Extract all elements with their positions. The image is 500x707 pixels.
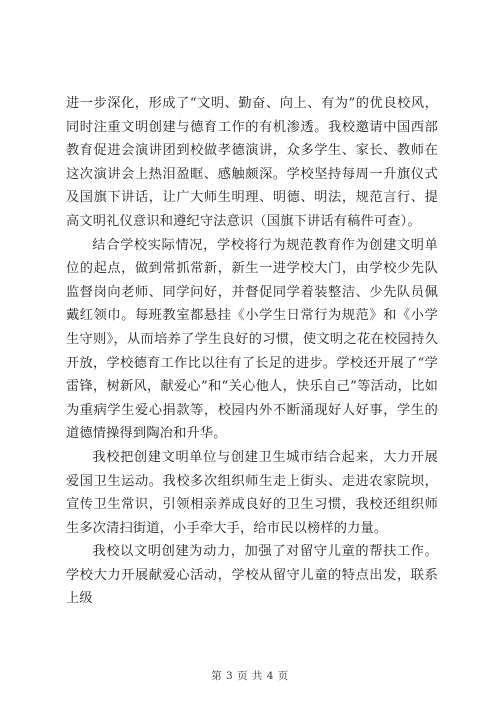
paragraph-1: 进一步深化，形成了“文明、勤奋、向上、有为”的优良校风，同时注重文明创建与德育工作的有机渗透。我校邀请中国西部教育促进会演讲团到校做孝德演讲，众多学生、家长、教师在这次演讲会上热泪盈眶、感触颇深。学校坚持每周一升旗仪式及国旗下讲话，让广大师生明理、明德、明法，规范言行、提高文明礼仪意识和遵纪守法意识（国旗下讲话有稿件可查）。 <box>66 96 438 229</box>
page-body <box>66 92 438 611</box>
paragraph-3: 我校把创建文明单位与创建卫生城市结合起来，大力开展爱国卫生运动。我校多次组织师生走上街头、走进农家院坝，宣传卫生常识，引领相亲养成良好的卫生习惯，我校还组织师生多次清扫街道，小手牵大手，给市民以榜样的力量。 <box>66 449 438 536</box>
paragraph-4: 我校以文明创建为动力，加强了对留守儿童的帮扶工作。学校大力开展献爱心活动，学校从留守儿童的特点出发，联系上级 <box>66 544 438 607</box>
page-footer: 第 3 页 共 4 页 <box>211 670 289 682</box>
paragraph-2: 结合学校实际情况，学校将行为规范教育作为创建文明单位的起点，做到常抓常新，新生一进学校大门，由学校少先队监督岗向老师、同学问好，并督促同学着装整洁、少先队员佩戴红领巾。每班教室都悬挂《小学生日常行为规范》和《小学生守则》，从而培养了学生良好的习惯，使文明之花在校园持久开放，学校德育工作比以往有了长足的进步。学校还开展了“学雷锋，树新风，献爱心”和“关心他人，快乐自己”等活动，比如为重病学生爱心捐款等，校园内外不断涌现好人好事，学生的道德情操得到陶冶和升华。 <box>66 237 438 442</box>
